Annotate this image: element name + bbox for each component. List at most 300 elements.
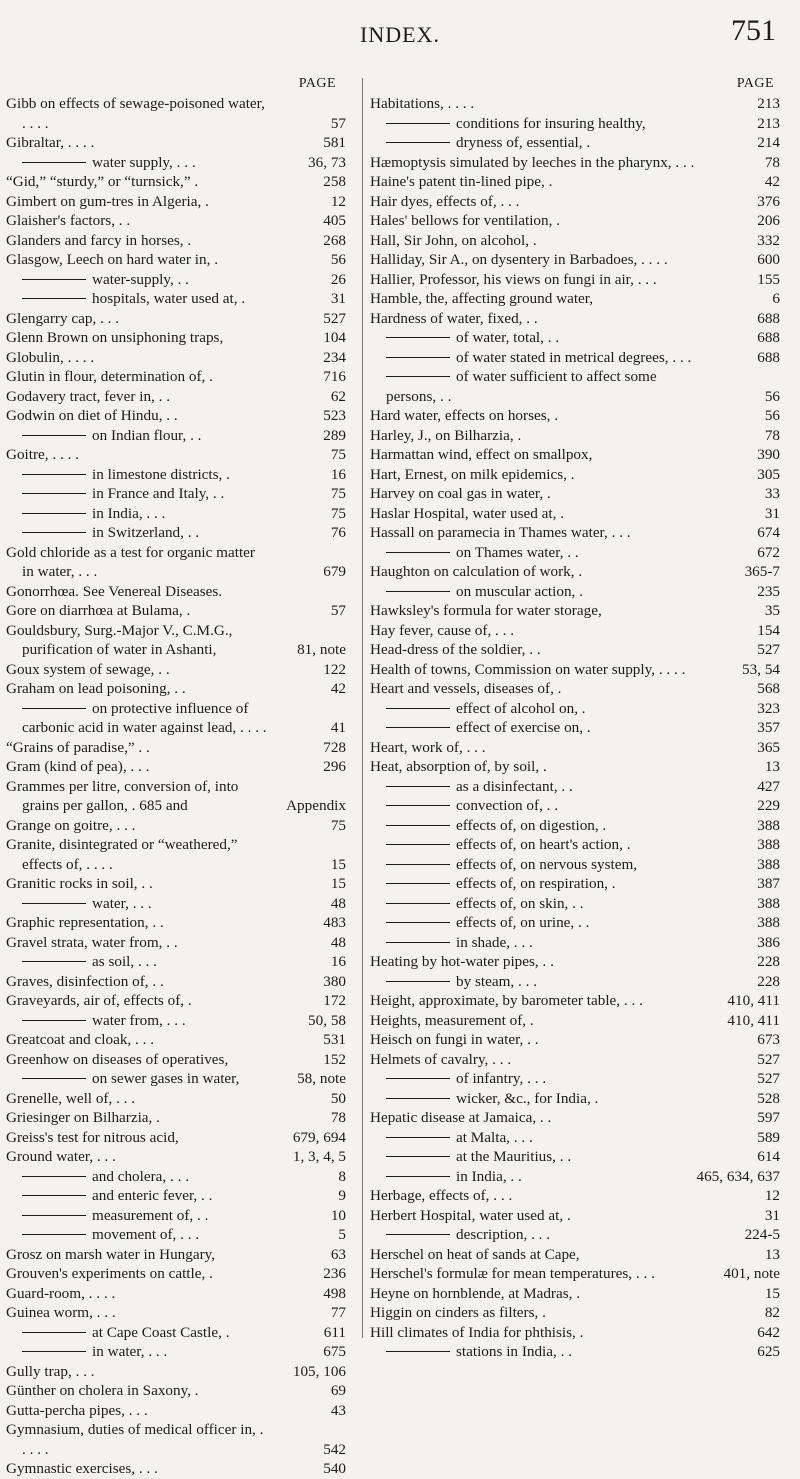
column-page-label: PAGE [298, 76, 336, 91]
ditto-rule [22, 532, 86, 533]
ditto-rule [386, 727, 450, 728]
entry-text: convection of, . . [456, 797, 559, 814]
entry-text: Heisch on fungi in water, . . [370, 1031, 539, 1048]
index-entry [370, 309, 794, 329]
index-entry [370, 1050, 794, 1070]
entry-text: Glenn Brown on unsiphoning traps, [6, 329, 224, 346]
entry-text: Hassall on paramecia in Thames water, . . . [370, 524, 631, 541]
entry-text: on muscular action, . [456, 582, 583, 600]
entry-page-ref: 357 [757, 719, 780, 736]
index-entry [6, 387, 360, 407]
entry-text: of water sufficient to affect some persons, . . [386, 368, 657, 405]
index-entry [6, 777, 360, 816]
entry-text: Grange on goitre, . . . [6, 816, 136, 834]
entry-text: Gimbert on gum-tres in Algeria, . [6, 192, 209, 210]
index-entry [370, 270, 794, 290]
ditto-rule [22, 1078, 86, 1079]
index-entry [6, 1303, 360, 1323]
entry-page-ref: 528 [757, 1089, 780, 1107]
entry-page-ref: 75 [330, 816, 346, 834]
entry-text: dryness of, essential, . [456, 134, 591, 151]
ditto-rule [386, 708, 450, 709]
index-entry [6, 504, 360, 524]
entry-text: Hard water, effects on horses, . [370, 407, 559, 424]
entry-text: effects of, on skin, . . [456, 894, 584, 912]
entry-page-ref: 12 [764, 1187, 780, 1204]
entry-text: Greenhow on diseases of operatives, [6, 1050, 229, 1068]
index-entry [6, 1128, 360, 1148]
entry-page-ref: 57 [330, 602, 346, 619]
entry-text: Günther on cholera in Saxony, . [6, 1382, 199, 1399]
index-entry [6, 426, 360, 446]
entry-page-ref: 43 [330, 1401, 346, 1419]
index-entry [370, 348, 794, 368]
entry-page-ref: 388 [757, 894, 780, 912]
entry-text: Herschel's formulæ for mean temperatures, . . . [370, 1265, 655, 1282]
entry-page-ref: 48 [330, 933, 346, 951]
index-entry [370, 991, 794, 1011]
entry-text: effects of, on heart's action, . [456, 836, 631, 853]
index-entry [370, 679, 794, 699]
index-entry [370, 1089, 794, 1109]
index-entry [370, 855, 794, 875]
entry-text: measurement of, . . [92, 1206, 209, 1224]
entry-text: Glaisher's factors, . . [6, 212, 131, 229]
entry-text: effects of, on digestion, . [456, 816, 607, 834]
entry-text: on sewer gases in water, [92, 1070, 240, 1087]
entry-text: Hepatic disease at Jamaica, . . [370, 1109, 552, 1126]
entry-page-ref: 56 [330, 251, 346, 268]
index-entry [370, 1167, 794, 1187]
index-entry [6, 1264, 360, 1284]
column-divider [362, 78, 363, 1338]
entry-text: Hæmoptysis simulated by leeches in the pharynx, . . . [370, 153, 695, 171]
entry-page-ref: 258 [323, 173, 346, 190]
entry-text: water from, . . . [92, 1011, 186, 1029]
ditto-rule [386, 1137, 450, 1138]
entry-page-ref: 716 [323, 368, 346, 385]
index-entry [370, 582, 794, 602]
index-entry [6, 952, 360, 972]
entry-page-ref: 36, 73 [308, 153, 346, 171]
entry-page-ref: 78 [764, 426, 780, 444]
index-entry [6, 328, 360, 348]
entry-text: Habitations, . . . . [370, 95, 475, 112]
entry-text: in India, . . [456, 1167, 522, 1185]
entry-text: Glengarry cap, . . . [6, 309, 120, 327]
entry-text: Graham on lead poisoning, . . [6, 680, 186, 697]
entry-text: effects of, on urine, . . [456, 914, 590, 931]
entry-text: Harley, J., on Bilharzia, . [370, 426, 522, 444]
index-entry [370, 484, 794, 504]
entry-text: Haslar Hospital, water used at, . [370, 504, 565, 522]
entry-text: of infantry, . . . [456, 1070, 547, 1087]
entry-page-ref: 15 [764, 1284, 780, 1302]
index-entry [6, 757, 360, 777]
ditto-rule [386, 786, 450, 787]
entry-text: Glutin in flour, determination of, . [6, 368, 213, 385]
index-entry [370, 1128, 794, 1148]
entry-page-ref: 527 [757, 641, 780, 658]
index-entry [370, 1323, 794, 1343]
entry-text: Heat, absorption of, by soil, . [370, 758, 547, 775]
entry-page-ref: 8 [338, 1167, 346, 1185]
ditto-rule [22, 1195, 86, 1196]
entry-page-ref: 527 [323, 309, 346, 327]
entry-text: of water, total, . . [456, 329, 560, 346]
entry-text: Guinea worm, . . . [6, 1304, 116, 1321]
entry-page-ref: 542 [323, 1440, 346, 1458]
ditto-rule [22, 1176, 86, 1177]
entry-page-ref: 289 [323, 426, 346, 444]
entry-page-ref: 104 [323, 329, 346, 346]
entry-page-ref: 82 [764, 1304, 780, 1321]
entry-text: effects of, on respiration, . [456, 875, 616, 892]
ditto-rule [22, 279, 86, 280]
entry-page-ref: 387 [757, 875, 780, 892]
entry-page-ref: 465, 634, 637 [696, 1167, 780, 1185]
entry-text: Health of towns, Commission on water supply, . . . . [370, 660, 686, 678]
index-entry [6, 621, 360, 660]
entry-text: by steam, . . . [456, 972, 537, 990]
entry-text: “Grains of paradise,” . . [6, 738, 150, 756]
index-entry [370, 660, 794, 680]
entry-page-ref: 401, note [723, 1265, 780, 1282]
entry-text: Godavery tract, fever in, . . [6, 387, 171, 405]
entry-page-ref: 540 [323, 1460, 346, 1477]
entry-page-ref: 81, note [297, 641, 346, 658]
ditto-rule [22, 162, 86, 163]
index-entry [6, 543, 360, 582]
index-entry [370, 328, 794, 348]
entry-page-ref: 568 [757, 680, 780, 697]
index-entry [370, 1186, 794, 1206]
entry-page-ref: 236 [323, 1265, 346, 1282]
entry-page-ref: 625 [757, 1343, 780, 1360]
ditto-rule [386, 142, 450, 143]
ditto-rule [386, 337, 450, 338]
entry-page-ref: 6 [772, 290, 780, 307]
index-entry [6, 835, 360, 874]
entry-page-ref: 611 [323, 1323, 346, 1341]
entry-text: and cholera, . . . [92, 1167, 189, 1185]
entry-text: Herbage, effects of, . . . [370, 1187, 513, 1204]
entry-page-ref: 58, note [297, 1070, 346, 1087]
index-column-right [370, 76, 794, 1362]
entry-page-ref: 672 [757, 543, 780, 561]
running-head [0, 10, 800, 50]
page-number: 751 [731, 14, 776, 47]
entry-text: at the Mauritius, . . [456, 1148, 572, 1165]
entry-page-ref: 15 [330, 875, 346, 892]
index-entry [6, 309, 360, 329]
index-entry [6, 1206, 360, 1226]
entry-page-ref: 62 [330, 387, 346, 405]
entry-page-ref: 224-5 [744, 1226, 780, 1243]
index-entry [370, 1011, 794, 1031]
entry-page-ref: 581 [323, 134, 346, 151]
entry-page-ref: 50 [330, 1089, 346, 1107]
index-entry [370, 621, 794, 641]
ditto-rule [22, 493, 86, 494]
index-entry [6, 933, 360, 953]
ditto-rule [22, 708, 86, 709]
entry-text: Grammes per litre, conversion of, into grains per gallon, . 685 and [6, 777, 239, 814]
entry-page-ref: 531 [323, 1031, 346, 1048]
index-entry [6, 211, 360, 231]
ditto-rule [22, 961, 86, 962]
index-entry [370, 543, 794, 563]
index-entry [6, 250, 360, 270]
entry-page-ref: 483 [323, 914, 346, 931]
entry-text: Greiss's test for nitrous acid, [6, 1128, 179, 1146]
entry-page-ref: 76 [330, 524, 346, 541]
ditto-rule [22, 435, 86, 436]
ditto-rule [386, 883, 450, 884]
entry-text: Grosz on marsh water in Hungary, [6, 1245, 216, 1263]
entry-page-ref: 105, 106 [292, 1362, 346, 1380]
entry-page-ref: 75 [330, 504, 346, 522]
index-entry [370, 114, 794, 134]
index-entry [370, 231, 794, 251]
entry-text: Goitre, . . . . [6, 446, 79, 463]
entry-text: Gibb on effects of sewage-poisoned water, . . . . [6, 95, 265, 132]
entry-text: water supply, . . . [92, 153, 196, 171]
index-entry [370, 835, 794, 855]
entry-page-ref: 365-7 [744, 563, 780, 580]
entry-text: as a disinfectant, . . [456, 777, 573, 795]
index-entry [6, 270, 360, 290]
entry-text: in India, . . . [92, 504, 166, 522]
entry-page-ref: 323 [757, 699, 780, 717]
index-entry [6, 816, 360, 836]
entry-text: Height, approximate, by barometer table, . . . [370, 992, 643, 1009]
index-entry [370, 289, 794, 309]
ditto-rule [22, 903, 86, 904]
entry-text: Hamble, the, affecting ground water, [370, 290, 594, 307]
index-entry [370, 699, 794, 719]
index-entry [370, 1108, 794, 1128]
entry-text: on protective influence of carbonic acid in water against lead, . . . . [22, 699, 267, 736]
index-entry [370, 757, 794, 777]
entry-page-ref: 56 [764, 387, 780, 405]
index-entry [6, 1167, 360, 1187]
entry-text: Heyne on hornblende, at Madras, . [370, 1284, 581, 1302]
entry-page-ref: 365 [757, 738, 780, 756]
entry-page-ref: 69 [330, 1382, 346, 1399]
entry-text: Hart, Ernest, on milk epidemics, . [370, 465, 575, 483]
index-entry [6, 660, 360, 680]
index-entry [370, 504, 794, 524]
entry-page-ref: 674 [757, 524, 780, 541]
entry-page-ref: 41 [330, 719, 346, 736]
index-entry [6, 1147, 360, 1167]
entry-page-ref: 688 [757, 309, 780, 327]
ditto-rule [386, 805, 450, 806]
index-entry [6, 1030, 360, 1050]
ditto-rule [22, 1020, 86, 1021]
entry-page-ref: 206 [757, 212, 780, 229]
ditto-rule [386, 376, 450, 377]
ditto-rule [386, 1156, 450, 1157]
index-entry [370, 933, 794, 953]
index-entry [6, 231, 360, 251]
entry-text: Harmattan wind, effect on smallpox, [370, 446, 593, 463]
entry-text: effect of exercise on, . [456, 719, 591, 736]
entry-page-ref: 235 [757, 582, 780, 600]
index-entry [370, 972, 794, 992]
entry-page-ref: 213 [757, 114, 780, 132]
entry-text: Griesinger on Bilharzia, . [6, 1109, 160, 1126]
index-entry [370, 250, 794, 270]
entry-page-ref: 688 [757, 348, 780, 366]
entry-page-ref: 410, 411 [727, 992, 780, 1009]
entry-page-ref: 589 [757, 1128, 780, 1146]
entry-page-ref: 77 [330, 1304, 346, 1321]
index-entry [6, 738, 360, 758]
index-entry [6, 874, 360, 894]
entry-page-ref: 78 [330, 1109, 346, 1126]
entry-page-ref: 234 [323, 348, 346, 366]
ditto-rule [22, 1351, 86, 1352]
entry-text: Hay fever, cause of, . . . [370, 621, 515, 639]
index-entry [6, 679, 360, 699]
entry-page-ref: 154 [757, 621, 780, 639]
entry-text: Hallier, Professor, his views on fungi in air, . . . [370, 270, 657, 288]
index-entry [370, 816, 794, 836]
index-entry [6, 523, 360, 543]
entry-page-ref: 78 [764, 153, 780, 171]
index-entry [370, 640, 794, 660]
entry-page-ref: 63 [330, 1245, 346, 1263]
index-entry [370, 874, 794, 894]
index-entry [6, 1381, 360, 1401]
index-entry [370, 1245, 794, 1265]
entry-text: Gutta-percha pipes, . . . [6, 1401, 148, 1419]
entry-page-ref: 679 [323, 563, 346, 580]
index-entry [6, 465, 360, 485]
index-entry [6, 1089, 360, 1109]
entry-page-ref: 214 [757, 134, 780, 151]
entry-text: Helmets of cavalry, . . . [370, 1050, 512, 1068]
entry-text: as soil, . . . [92, 953, 157, 970]
entry-page-ref: 597 [757, 1109, 780, 1126]
entry-text: Glanders and farcy in horses, . [6, 231, 192, 249]
index-column-left [6, 76, 360, 1479]
index-entry [370, 426, 794, 446]
index-entry [6, 991, 360, 1011]
entry-text: Heating by hot-water pipes, . . [370, 953, 554, 970]
entry-text: Head-dress of the soldier, . . [370, 641, 541, 658]
ditto-rule [22, 474, 86, 475]
entry-text: hospitals, water used at, . [92, 290, 246, 307]
entry-text: Graphic representation, . . [6, 914, 164, 931]
index-entry [6, 1050, 360, 1070]
entry-text: Globulin, . . . . [6, 348, 95, 366]
index-entry [370, 1206, 794, 1226]
index-entry [370, 94, 794, 114]
entry-page-ref: 57 [330, 114, 346, 132]
entry-text: Guard-room, . . . . [6, 1284, 116, 1302]
index-entry [370, 1264, 794, 1284]
index-entry [6, 582, 360, 602]
entry-text: Granitic rocks in soil, . . [6, 875, 153, 892]
entry-page-ref: 332 [757, 231, 780, 249]
index-entry [370, 913, 794, 933]
entry-text: water, . . . [92, 894, 152, 912]
entry-page-ref: 380 [323, 972, 346, 990]
entry-page-ref: 388 [757, 836, 780, 853]
entry-text: Gonorrhœa. See Venereal Diseases. [6, 582, 223, 600]
entry-text: movement of, . . . [92, 1226, 200, 1243]
entry-page-ref: 50, 58 [308, 1011, 346, 1029]
entry-page-ref: 388 [757, 914, 780, 931]
ditto-rule [386, 844, 450, 845]
entry-page-ref: 527 [757, 1050, 780, 1068]
entry-text: Gouldsbury, Surg.-Major V., C.M.G., purification of water in Ashanti, [6, 621, 233, 658]
ditto-rule [22, 298, 86, 299]
ditto-rule [386, 981, 450, 982]
index-entry [370, 777, 794, 797]
entry-page-ref: 48 [330, 894, 346, 912]
index-entry [6, 192, 360, 212]
index-entry [370, 1030, 794, 1050]
index-entry [370, 1303, 794, 1323]
index-entry [370, 952, 794, 972]
entry-text: Graves, disinfection of, . . [6, 972, 164, 990]
index-entry [370, 894, 794, 914]
ditto-rule [386, 1234, 450, 1235]
index-entry [370, 1147, 794, 1167]
entry-page-ref: 388 [757, 855, 780, 873]
entry-page-ref: 305 [757, 465, 780, 483]
index-entry [6, 1011, 360, 1031]
index-entry [6, 1284, 360, 1304]
entry-text: at Cape Coast Castle, . [92, 1323, 230, 1341]
index-entry [6, 445, 360, 465]
entry-page-ref: 152 [323, 1050, 346, 1068]
ditto-rule [386, 825, 450, 826]
index-entry [370, 367, 794, 406]
index-entry [6, 699, 360, 738]
entry-text: of water stated in metrical degrees, . . . [456, 348, 692, 366]
ditto-rule [22, 1215, 86, 1216]
entry-page-ref: 679, 694 [292, 1128, 346, 1146]
entry-text: Gold chloride as a test for organic matter in water, . . . [6, 543, 255, 580]
entry-text: Haine's patent tin-lined pipe, . [370, 173, 553, 190]
entry-page-ref: 9 [338, 1187, 346, 1204]
entry-page-ref: 75 [330, 485, 346, 502]
entry-page-ref: 10 [330, 1206, 346, 1224]
column-page-label: PAGE [736, 76, 774, 91]
ditto-rule [22, 513, 86, 514]
entry-text: Haughton on calculation of work, . [370, 563, 583, 580]
entry-page-ref: 228 [757, 972, 780, 990]
entry-page-ref: 673 [757, 1031, 780, 1048]
entry-text: description, . . . [456, 1226, 551, 1243]
entry-page-ref: 75 [330, 446, 346, 463]
entry-page-ref: 31 [764, 1206, 780, 1224]
entry-text: Heart and vessels, diseases of, . [370, 680, 562, 697]
entry-text: Gram (kind of pea), . . . [6, 758, 150, 775]
entry-text: in limestone districts, . [92, 465, 230, 483]
index-entry [6, 1362, 360, 1382]
ditto-rule [386, 1176, 450, 1177]
index-entry [370, 562, 794, 582]
entry-page-ref: 388 [757, 816, 780, 834]
index-entry [6, 1401, 360, 1421]
entry-text: Greatcoat and cloak, . . . [6, 1031, 155, 1048]
